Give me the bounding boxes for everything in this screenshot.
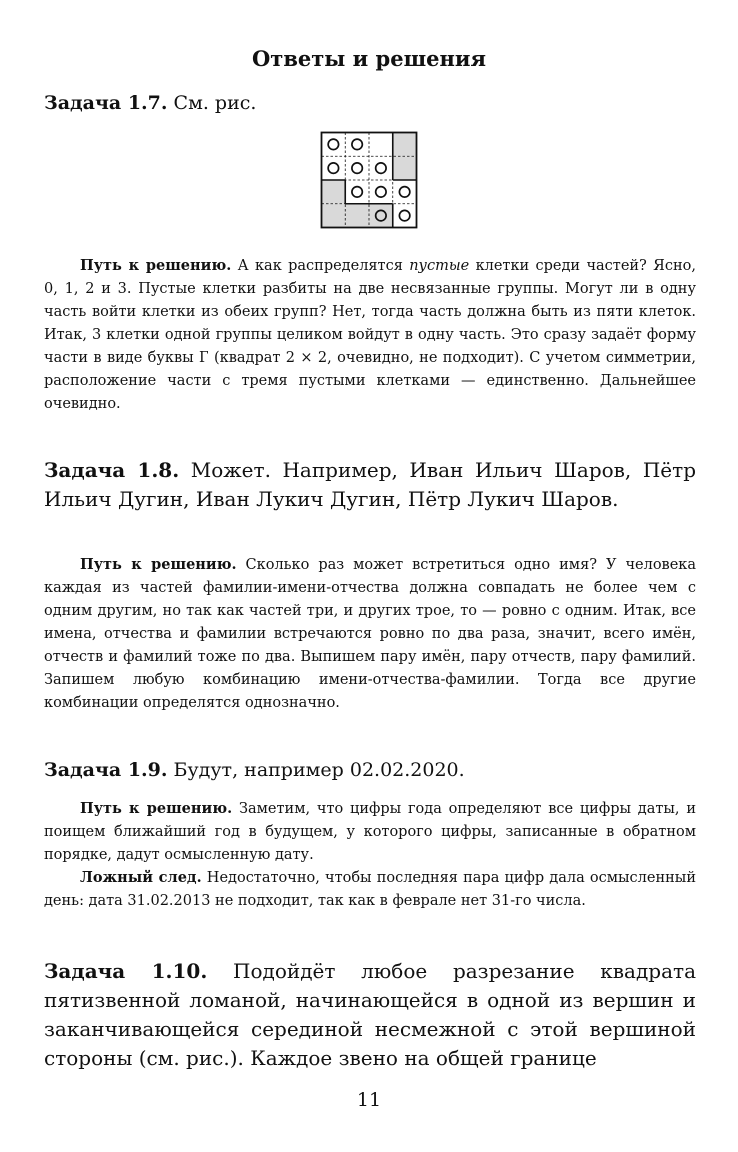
task-text: Будут, например 02.02.2020. bbox=[167, 759, 465, 781]
false-trail-1-9 bbox=[44, 866, 696, 913]
circle-mark bbox=[399, 187, 409, 197]
page-number: 11 bbox=[356, 1089, 382, 1111]
task-1-10 bbox=[44, 957, 696, 1073]
shaded-cell bbox=[393, 156, 417, 180]
hint-1-9 bbox=[44, 797, 696, 867]
circle-mark bbox=[376, 187, 386, 197]
task-1-8 bbox=[44, 456, 696, 514]
hint-label: Путь к решению. bbox=[80, 257, 232, 274]
circle-mark bbox=[352, 139, 362, 149]
hint-label: Путь к решению. bbox=[80, 556, 237, 573]
hint-text: клетки среди частей? Ясно, 0, 1, 2 и 3. Пустые клетки разбиты на две несвязанные группы. Могут ли в одну часть войти клетки из обеих групп? Нет, тогда часть должна быть из пяти клеток. Итак, 3 клетки одной группы целиком войдут в одну часть. Это сразу задаёт форму части в виде буквы Г (квадрат 2 × 2, очевидно, не подходит). С учетом симметрии, расположение части с тремя пустыми клетками — единственно. Дальнейшее очевидно. bbox=[44, 258, 697, 412]
circle-mark bbox=[352, 163, 362, 173]
hint-1-8 bbox=[44, 553, 696, 715]
hint-1-7 bbox=[44, 254, 696, 416]
shaded-cell bbox=[322, 204, 346, 228]
circle-mark bbox=[352, 187, 362, 197]
hint-label: Путь к решению. bbox=[80, 800, 233, 817]
grid-figure bbox=[320, 131, 418, 229]
task-text: Подойдёт любое разрезание квадрата пятизвенной ломаной, начинающейся в одной из вершин и заканчивающейся серединой несмежной с этой вершиной стороны (см. рис.). Каждое звено на общей границе bbox=[44, 959, 696, 1070]
task-text: Может. Например, Иван Ильич Шаров, Пётр Ильич Дугин, Иван Лукич Дугин, Пётр Лукич Шаров. bbox=[44, 458, 696, 511]
task-1-9 bbox=[44, 757, 696, 784]
hint-label: Ложный след. bbox=[80, 869, 202, 886]
task-text: См. рис. bbox=[167, 92, 257, 114]
hint-text: Недостаточно, чтобы последняя пара цифр дала осмысленный день: дата 31.02.2013 не подходит, так как в феврале нет 31-го числа. bbox=[44, 870, 697, 909]
circle-mark bbox=[399, 210, 409, 220]
task-1-7 bbox=[44, 90, 696, 117]
circle-mark bbox=[376, 163, 386, 173]
hint-italic-word: пустые bbox=[409, 258, 470, 274]
task-label: Задача 1.10. bbox=[44, 959, 208, 983]
shaded-cell bbox=[393, 133, 417, 157]
shaded-cell bbox=[345, 204, 369, 228]
shaded-cell bbox=[322, 180, 346, 204]
task-label: Задача 1.7. bbox=[44, 92, 168, 114]
task-label: Задача 1.9. bbox=[44, 759, 168, 781]
shaded-cell bbox=[369, 204, 393, 228]
page-title: Ответы и решения bbox=[252, 46, 486, 71]
circle-mark bbox=[328, 163, 338, 173]
hint-text: Сколько раз может встретиться одно имя? У человека каждая из частей фамилии-имени-отчества должна совпадать не более чем с одним другим, но так как частей три, и других трое, то — ровно с одним. Итак, все имена, отчества и фамилии встречаются ровно по два раза, значит, всего имён, отчеств и фамилий тоже по два. Выпишем пару имён, пару отчеств, пару фамилий. Запишем любую комбинацию имени-отчества-фамилии. Тогда все другие комбинации определятся однозначно. bbox=[44, 557, 697, 711]
task-label: Задача 1.8. bbox=[44, 458, 180, 482]
hint-text: Заметим, что цифры года определяют все цифры даты, и поищем ближайший год в будущем, у которого цифры, записанные в обратном порядке, дадут осмысленную дату. bbox=[44, 801, 696, 863]
circle-mark bbox=[328, 139, 338, 149]
hint-text: А как распределятся bbox=[231, 258, 410, 274]
